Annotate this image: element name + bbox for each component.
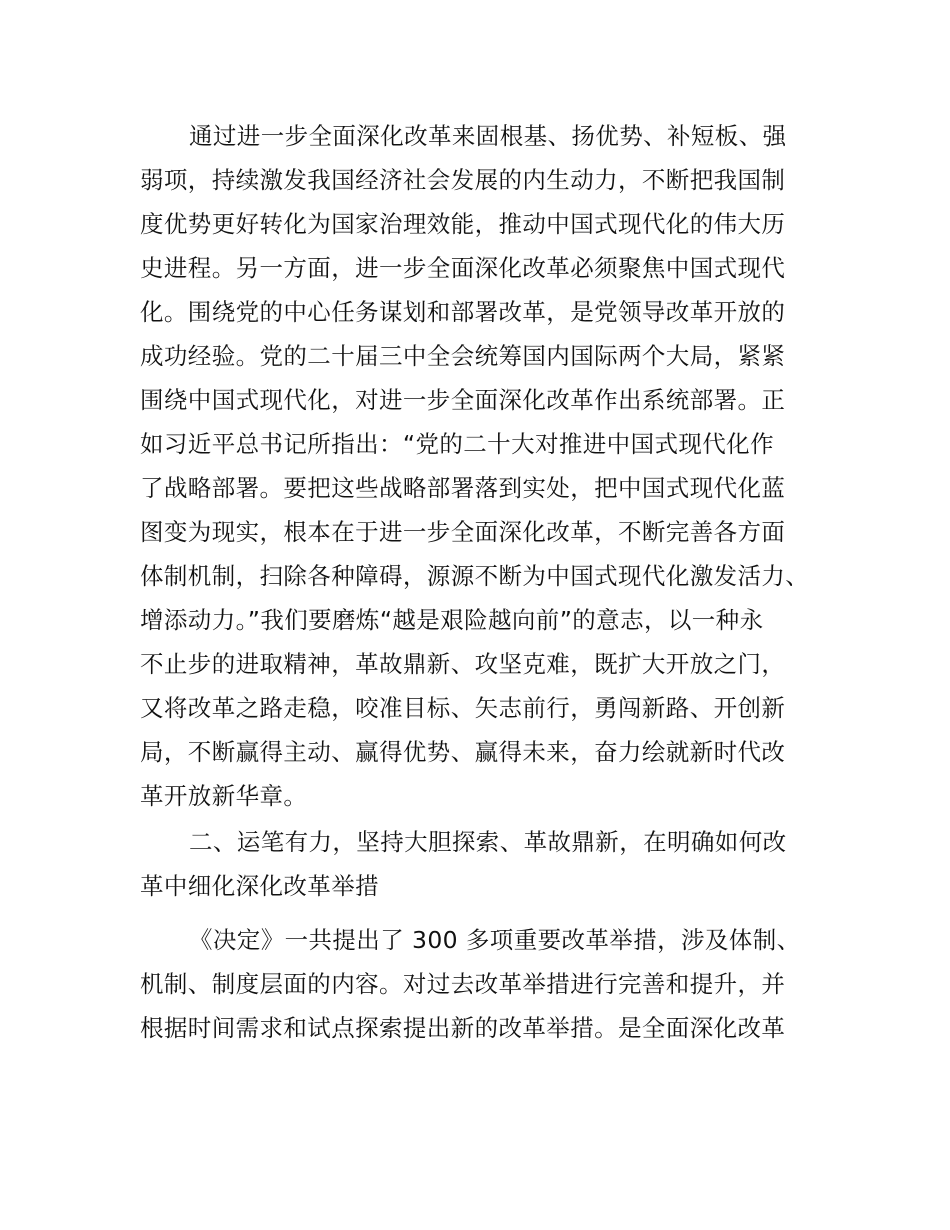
- paragraph-line: 度优势更好转化为国家治理效能，推动中国式现代化的伟大历: [140, 210, 786, 238]
- paragraph-line: 成功经验。党的二十届三中全会统筹国内国际两个大局，紧紧: [140, 342, 786, 370]
- paragraph-line: 《决定》一共提出了 300 多项重要改革举措，涉及体制、: [189, 926, 801, 954]
- paragraph-line: 弱项，持续激发我国经济社会发展的内生动力，不断把我国制: [140, 166, 786, 194]
- section-heading-line: 革中细化深化改革举措: [140, 872, 379, 900]
- paragraph-line: 化。围绕党的中心任务谋划和部署改革，是党领导改革开放的: [140, 298, 786, 326]
- paragraph-line: 又将改革之路走稳，咬准目标、矢志前行，勇闯新路、开创新: [140, 694, 786, 722]
- paragraph-line: 机制、制度层面的内容。对过去改革举措进行完善和提升，并: [140, 970, 786, 998]
- paragraph-line: 不止步的进取精神，革故鼎新、攻坚克难，既扩大开放之门，: [140, 650, 786, 678]
- paragraph-line: 围绕中国式现代化，对进一步全面深化改革作出系统部署。正: [140, 386, 786, 414]
- paragraph-line: 增添动力。”我们要磨炼“越是艰险越向前”的意志，以一种永: [140, 606, 764, 634]
- paragraph-line: 革开放新华章。: [140, 782, 308, 810]
- paragraph-line: 史进程。另一方面，进一步全面深化改革必须聚焦中国式现代: [140, 254, 786, 282]
- paragraph-line: 图变为现实，根本在于进一步全面深化改革，不断完善各方面: [140, 518, 786, 546]
- paragraph-line: 如习近平总书记所指出：“党的二十大对推进中国式现代化作: [140, 430, 774, 458]
- paragraph-line: 根据时间需求和试点探索提出新的改革举措。是全面深化改革: [140, 1014, 786, 1042]
- paragraph-line: 通过进一步全面深化改革来固根基、扬优势、补短板、强: [189, 122, 787, 150]
- section-heading-line: 二、运笔有力，坚持大胆探索、革故鼎新，在明确如何改: [189, 828, 787, 856]
- paragraph-line: 局，不断赢得主动、赢得优势、赢得未来，奋力绘就新时代改: [140, 738, 786, 766]
- paragraph-line: 体制机制，扫除各种障碍，源源不断为中国式现代化激发活力、: [140, 562, 810, 590]
- paragraph-line: 了战略部署。要把这些战略部署落到实处，把中国式现代化蓝: [140, 474, 786, 502]
